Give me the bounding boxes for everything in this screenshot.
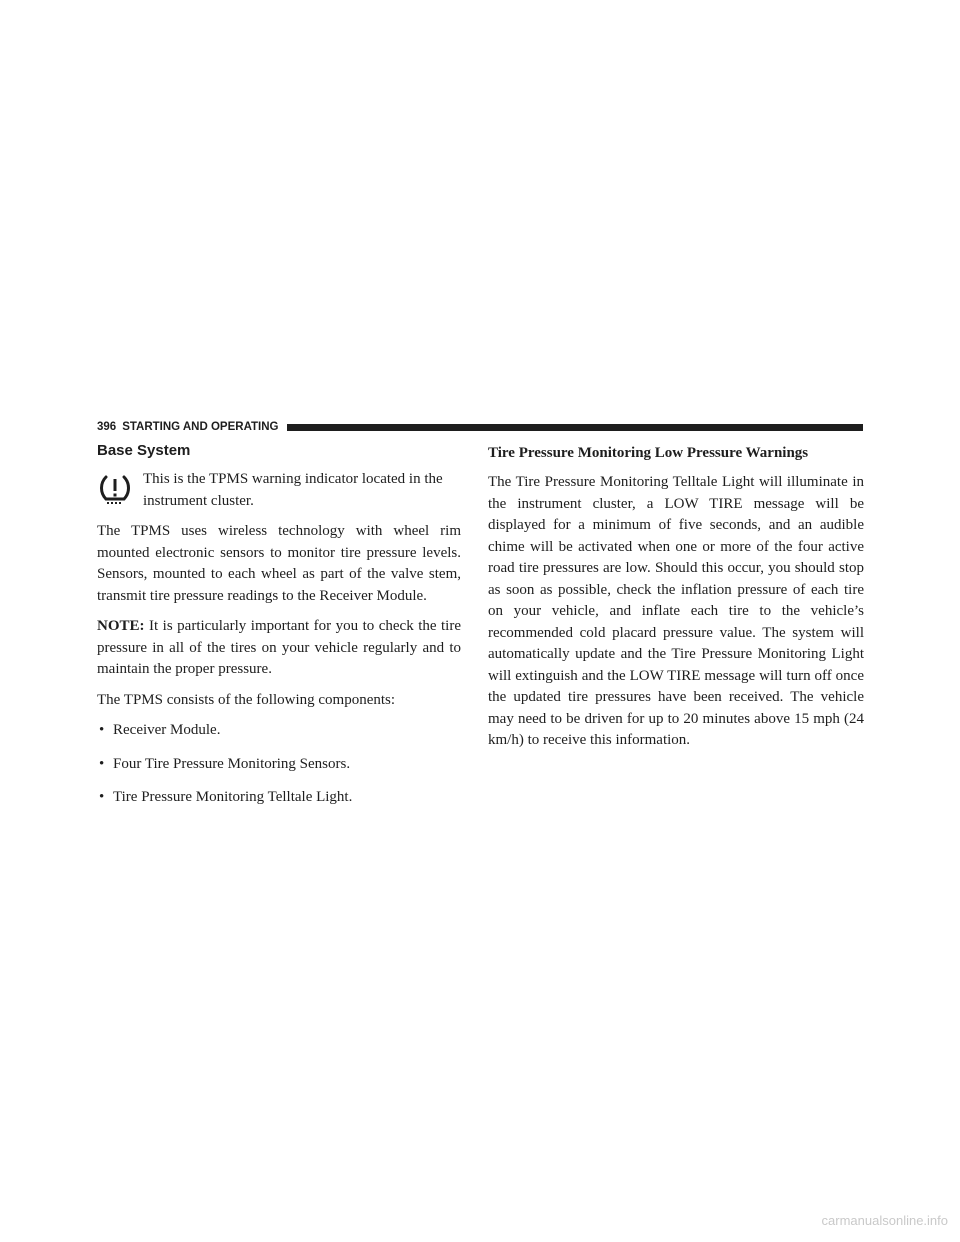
- section-title: STARTING AND OPERATING: [122, 421, 279, 433]
- left-column: [97, 441, 461, 821]
- page-number: 396: [97, 421, 117, 433]
- right-column: [488, 441, 864, 761]
- indicator-description: This is the TPMS warning indicator located in the instrument cluster.: [143, 471, 443, 509]
- note-label: NOTE:: [97, 618, 145, 634]
- base-system-heading: Base System: [97, 442, 191, 459]
- bullet-glyph: •: [99, 755, 105, 772]
- tpms-description: The TPMS uses wireless technology with wheel rim mounted electronic sensors to monitor tire pressure levels. Sensors, mounted to each wheel as part of the valve stem, transmit tire pressure readings to the Receiver Module.: [97, 523, 461, 604]
- list-item: • Tire Pressure Monitoring Telltale Light.: [97, 787, 461, 809]
- low-pressure-warnings-heading: Tire Pressure Monitoring Low Pressure Warnings: [488, 445, 809, 461]
- note-paragraph: [97, 616, 461, 681]
- components-intro: The TPMS consists of the following components:: [97, 691, 396, 708]
- watermark: carmanualsonline.info: [821, 1213, 948, 1228]
- tire-pressure-warning-icon: [97, 471, 133, 507]
- bullet-glyph: •: [99, 789, 105, 805]
- low-pressure-description: The Tire Pressure Monitoring Telltale Light will illuminate in the instrument cluster, a LOW TIRE message will be displayed for a minimum of five seconds, and an audible chime will be activated when one or more of the four active road tire pressures are low. Should this occur, you should stop as soon as possible, check the inflation pressure of each tire on your vehicle, and inflate each tire to the vehicle’s recommended cold placard pressure value. The system will automatically update and the Tire Pressure Monitoring Light will extinguish and the LOW TIRE message will turn off once the updated tire pressures have been received. The vehicle may need to be driven for up to 20 minutes above 15 mph (24 km/h) to receive this information.: [488, 474, 864, 748]
- bullet-glyph: •: [99, 722, 105, 738]
- header-rule: [287, 424, 864, 431]
- components-list: [97, 720, 461, 809]
- note-text: It is particularly important for you to check the tire pressure in all of the tires on your vehicle regularly and to maintain the proper pressure.: [97, 618, 461, 677]
- page-header: [97, 419, 863, 435]
- tpms-indicator-block: [97, 469, 461, 512]
- list-item: • Receiver Module.: [97, 720, 461, 742]
- list-item: • Four Tire Pressure Monitoring Sensors.: [97, 754, 461, 776]
